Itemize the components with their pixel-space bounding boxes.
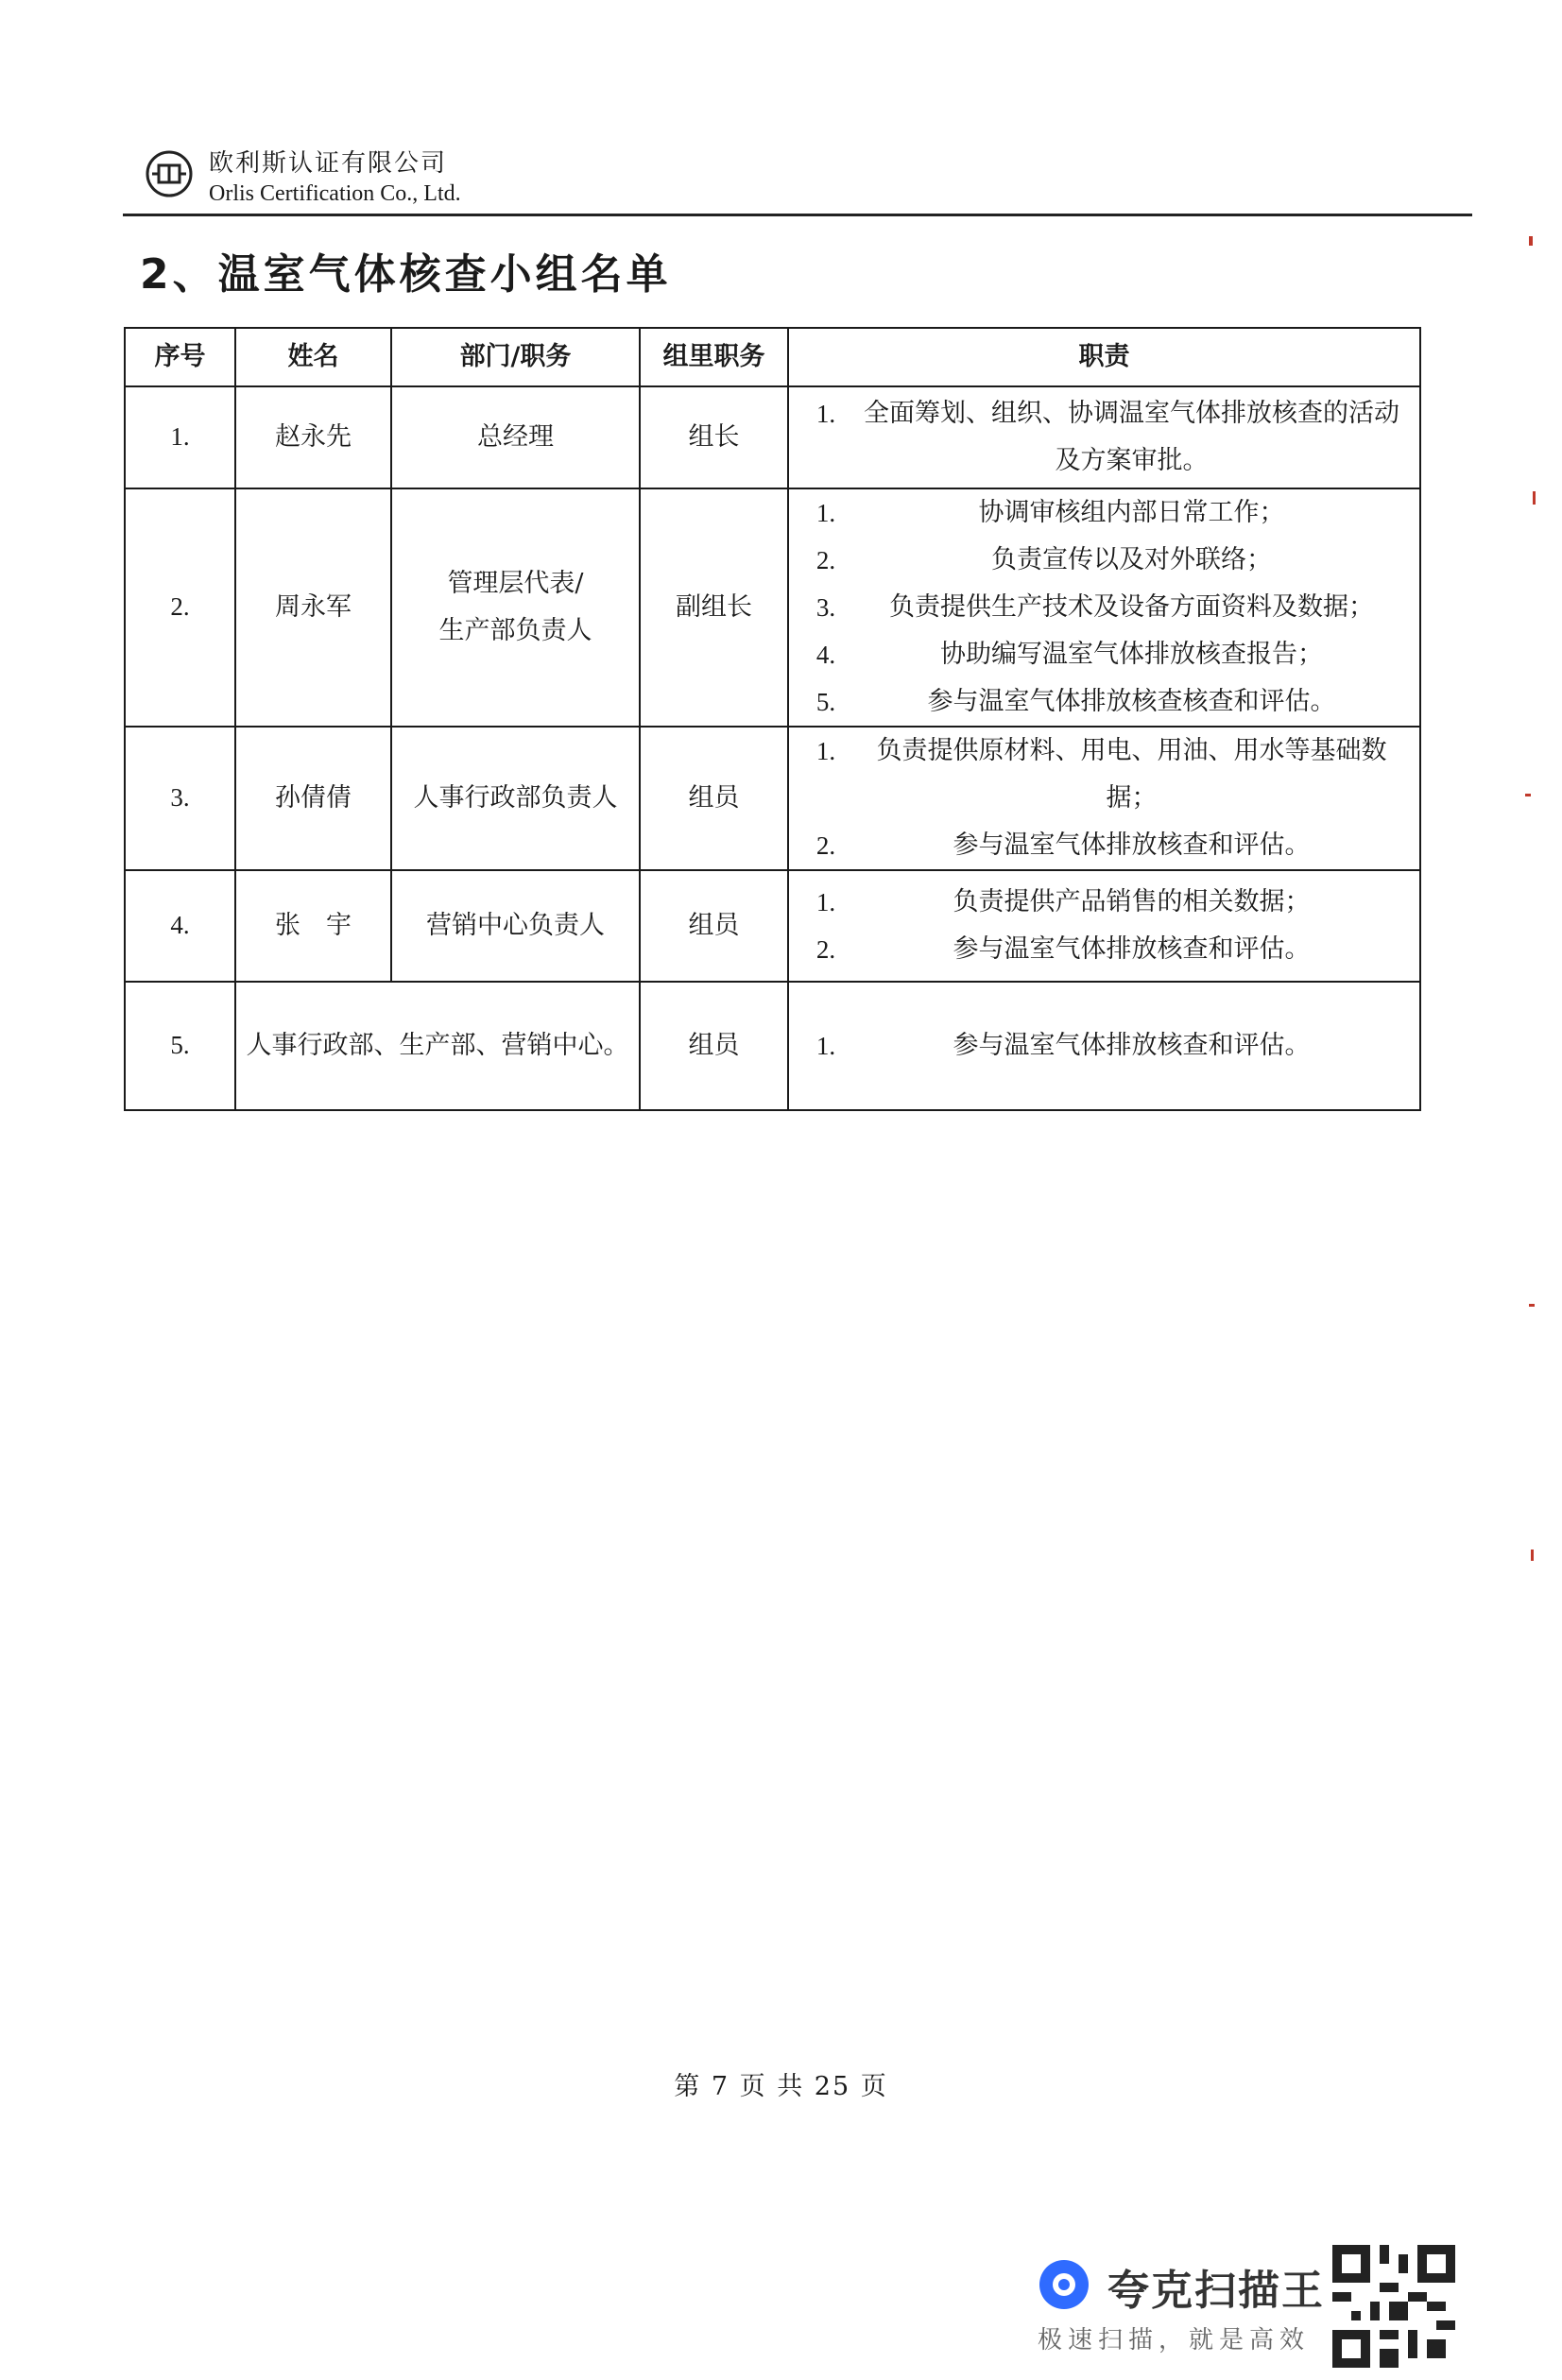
row-duties bbox=[788, 727, 1420, 870]
duty-text: 参与温室气体排放核查和评估。 bbox=[953, 1031, 1311, 1060]
row-dept: 人事行政部负责人 bbox=[391, 727, 640, 870]
row-name: 孙倩倩 bbox=[235, 727, 391, 870]
scanner-watermark bbox=[1036, 2245, 1461, 2377]
duty-number: 1. bbox=[815, 1032, 836, 1060]
scanner-slogan: 极速扫描，就是高效 bbox=[1038, 2326, 1311, 2354]
duty-number: 2. bbox=[815, 831, 836, 860]
qr-code-icon bbox=[1332, 2245, 1455, 2368]
table-header-row bbox=[125, 328, 1420, 386]
duty-text: 参与温室气体排放核查核查和评估。 bbox=[927, 687, 1336, 716]
row-dept: 总经理 bbox=[391, 386, 640, 488]
duty-number: 1. bbox=[815, 888, 836, 916]
duty-text: 负责提供原材料、用电、用油、用水等基础数据； bbox=[876, 736, 1387, 813]
duty-item bbox=[798, 879, 1410, 926]
row-role: 组员 bbox=[640, 727, 788, 870]
duty-item bbox=[798, 822, 1410, 869]
duty-text: 负责提供产品销售的相关数据； bbox=[953, 887, 1311, 916]
scan-edge-mark bbox=[1533, 491, 1536, 505]
header-index: 序号 bbox=[125, 328, 235, 386]
company-name-cn: 欧利斯认证有限公司 bbox=[209, 149, 448, 178]
company-name-en: Orlis Certification Co., Ltd. bbox=[209, 181, 461, 206]
duty-text: 协助编写温室气体排放核查报告； bbox=[940, 640, 1323, 669]
duty-number: 4. bbox=[815, 641, 836, 669]
duty-number: 1. bbox=[815, 737, 836, 765]
duty-item bbox=[798, 584, 1410, 631]
duty-item bbox=[798, 678, 1410, 726]
table-row bbox=[125, 488, 1420, 727]
table-row bbox=[125, 982, 1420, 1110]
duty-text: 全面筹划、组织、协调温室气体排放核查的活动及方案审批。 bbox=[864, 399, 1399, 475]
table-row bbox=[125, 386, 1420, 488]
page-header bbox=[137, 142, 1469, 215]
duty-number: 2. bbox=[815, 935, 836, 964]
page-number: 第 7 页 共 25 页 bbox=[674, 2072, 888, 2101]
row-dept bbox=[391, 488, 640, 727]
row-role: 组员 bbox=[640, 982, 788, 1110]
header-duties: 职责 bbox=[788, 328, 1420, 386]
duty-text: 参与温室气体排放核查和评估。 bbox=[953, 934, 1311, 964]
row-duties bbox=[788, 870, 1420, 982]
duty-item bbox=[798, 926, 1410, 973]
row-duties bbox=[788, 982, 1420, 1110]
row-duties bbox=[788, 488, 1420, 727]
dept-line: 管理层代表/ bbox=[447, 569, 584, 598]
row-index: 4. bbox=[125, 870, 235, 982]
row-dept: 营销中心负责人 bbox=[391, 870, 640, 982]
duty-item bbox=[798, 489, 1410, 537]
row-name: 赵永先 bbox=[235, 386, 391, 488]
row-index: 2. bbox=[125, 488, 235, 727]
row-index: 5. bbox=[125, 982, 235, 1110]
duty-item bbox=[798, 728, 1410, 822]
header-dept: 部门/职务 bbox=[391, 328, 640, 386]
header-divider bbox=[123, 214, 1472, 216]
table-row bbox=[125, 870, 1420, 982]
scan-edge-mark bbox=[1529, 1304, 1535, 1307]
quark-logo-icon bbox=[1036, 2256, 1092, 2313]
duty-item bbox=[798, 1022, 1410, 1070]
duty-number: 2. bbox=[815, 546, 836, 574]
scan-edge-mark bbox=[1525, 794, 1531, 796]
row-index: 1. bbox=[125, 386, 235, 488]
row-merged-name-dept: 人事行政部、生产部、营销中心。 bbox=[235, 982, 640, 1110]
duty-number: 1. bbox=[815, 400, 836, 428]
scan-edge-mark bbox=[1531, 1550, 1534, 1561]
duty-item bbox=[798, 631, 1410, 678]
row-name: 张 宇 bbox=[235, 870, 391, 982]
header-name: 姓名 bbox=[235, 328, 391, 386]
duty-number: 3. bbox=[815, 593, 836, 622]
duty-number: 1. bbox=[815, 499, 836, 527]
table-row bbox=[125, 727, 1420, 870]
duty-number: 5. bbox=[815, 688, 836, 716]
dept-line: 生产部负责人 bbox=[438, 616, 592, 645]
section-title: 2、温室气体核查小组名单 bbox=[140, 250, 672, 299]
duty-text: 参与温室气体排放核查和评估。 bbox=[953, 830, 1311, 860]
scan-edge-mark bbox=[1529, 236, 1533, 246]
duty-item bbox=[798, 537, 1410, 584]
duty-text: 负责宣传以及对外联络； bbox=[991, 545, 1272, 574]
company-seal-icon bbox=[145, 149, 194, 198]
team-roster-table bbox=[124, 327, 1421, 1111]
duty-text: 协调审核组内部日常工作； bbox=[978, 498, 1285, 527]
duty-text: 负责提供生产技术及设备方面资料及数据； bbox=[889, 592, 1374, 622]
row-role: 组长 bbox=[640, 386, 788, 488]
row-role: 副组长 bbox=[640, 488, 788, 727]
header-role: 组里职务 bbox=[640, 328, 788, 386]
scanner-app-name: 夸克扫描王 bbox=[1107, 2267, 1325, 2315]
row-role: 组员 bbox=[640, 870, 788, 982]
row-duties bbox=[788, 386, 1420, 488]
row-index: 3. bbox=[125, 727, 235, 870]
duty-item bbox=[798, 390, 1410, 485]
row-name: 周永军 bbox=[235, 488, 391, 727]
